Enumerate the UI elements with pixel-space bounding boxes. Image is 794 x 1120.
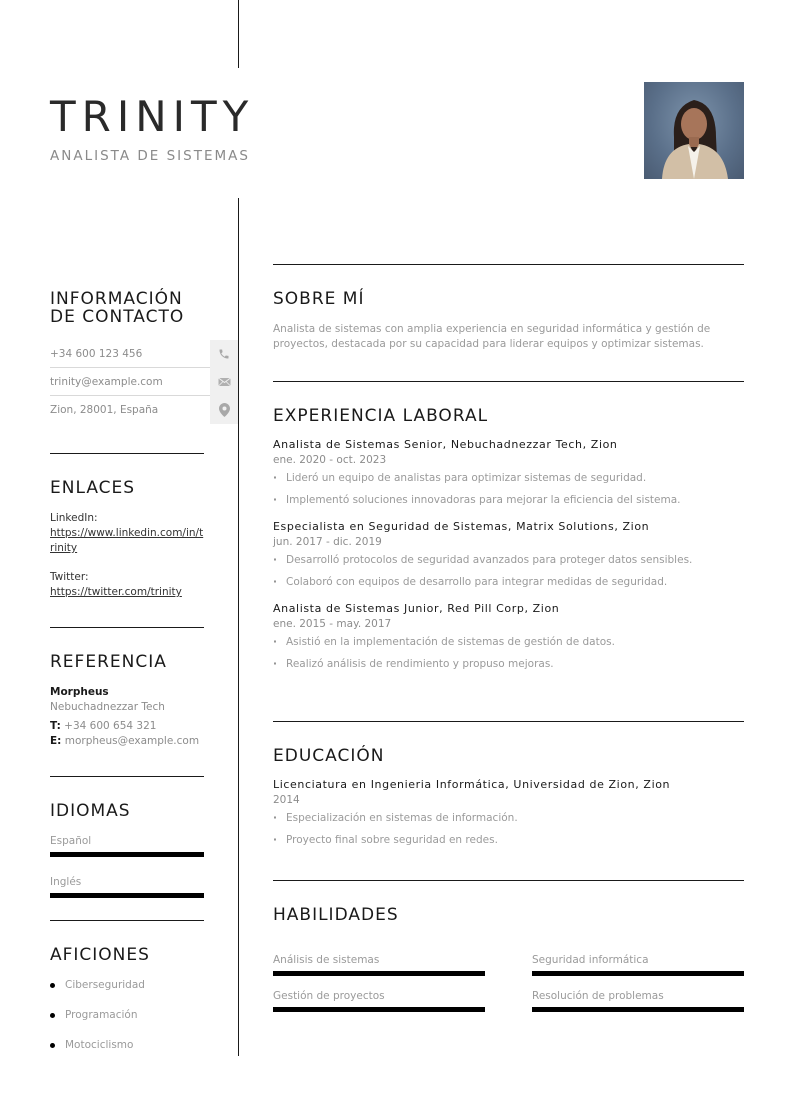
reference-heading: REFERENCIA <box>50 652 167 672</box>
job-title: Analista de Sistemas Junior, Red Pill Corp, Zion <box>273 602 560 615</box>
envelope-icon <box>210 368 238 396</box>
reference-section <box>50 653 204 749</box>
job-bullet: · Lideró un equipo de analistas para optimizar sistemas de seguridad. <box>273 471 744 485</box>
job-dates: ene. 2015 - may. 2017 <box>273 618 392 630</box>
job-bullet: · Colaboró con equipos de desarrollo para integrar medidas de seguridad. <box>273 575 744 589</box>
skill-item: Seguridad informática <box>532 953 744 976</box>
language-item: Español <box>50 834 204 857</box>
hobbies-section <box>50 946 204 1068</box>
email-text: trinity@example.com <box>50 376 163 388</box>
linkedin-link[interactable]: https://www.linkedin.com/in/trinity <box>50 527 204 554</box>
divider-vertical-main <box>238 198 239 1056</box>
job-entry <box>273 519 744 589</box>
contact-address <box>50 396 238 424</box>
job-entry <box>273 601 744 671</box>
education-section <box>273 747 744 847</box>
job-entry <box>273 437 744 507</box>
divider <box>273 880 744 881</box>
skills-section <box>273 906 744 924</box>
skill-level-bar <box>273 971 485 976</box>
reference-phone: T: +34 600 654 321 <box>50 720 157 732</box>
hobby-item: Ciberseguridad <box>50 978 204 1008</box>
reference-email: E: morpheus@example.com <box>50 735 200 747</box>
phone-icon <box>210 340 238 368</box>
divider <box>50 453 204 454</box>
job-title: Especialista en Seguridad de Sistemas, Matrix Solutions, Zion <box>273 520 650 533</box>
experience-section <box>273 407 744 671</box>
languages-heading: IDIOMAS <box>50 801 131 821</box>
divider <box>273 721 744 722</box>
education-heading: EDUCACIÓN <box>273 746 385 766</box>
candidate-title: ANALISTA DE SISTEMAS <box>50 148 250 164</box>
education-bullet: · Proyecto final sobre seguridad en redes. <box>273 833 744 847</box>
twitter-label: Twitter: <box>50 571 89 583</box>
skill-level-bar <box>532 971 744 976</box>
links-heading: ENLACES <box>50 478 136 498</box>
skill-level-bar <box>273 1007 485 1012</box>
divider-vertical-top <box>238 0 239 68</box>
divider <box>50 627 204 628</box>
degree-year: 2014 <box>273 794 300 806</box>
divider <box>273 264 744 265</box>
job-bullet: · Asistió en la implementación de sistemas de gestión de datos. <box>273 635 744 649</box>
candidate-name: TRINITY <box>50 92 255 141</box>
job-bullet: · Implementó soluciones innovadoras para mejorar la eficiencia del sistema. <box>273 493 744 507</box>
experience-heading: EXPERIENCIA LABORAL <box>273 406 489 426</box>
phone-text: +34 600 123 456 <box>50 348 143 360</box>
education-entry <box>273 777 744 847</box>
about-heading: SOBRE MÍ <box>273 289 365 309</box>
job-bullet: · Desarrolló protocolos de seguridad avanzados para proteger datos sensibles. <box>273 553 744 567</box>
link-twitter <box>50 570 204 600</box>
language-level-bar <box>50 852 204 857</box>
job-dates: jun. 2017 - dic. 2019 <box>273 536 382 548</box>
about-text: Analista de sistemas con amplia experiencia en seguridad informática y gestión de proyectos, destacada por su capacidad para liderar equipos y optimizar sistemas. <box>273 323 711 350</box>
contact-phone <box>50 340 238 368</box>
contact-heading: INFORMACIÓN DE CONTACTO <box>50 289 185 327</box>
contact-email <box>50 368 238 396</box>
education-bullet: · Especialización en sistemas de información. <box>273 811 744 825</box>
about-section <box>273 290 744 352</box>
skill-item: Resolución de problemas <box>532 989 744 1012</box>
address-text: Zion, 28001, España <box>50 404 159 416</box>
hobby-item: Motociclismo <box>50 1038 204 1068</box>
profile-photo <box>644 82 744 179</box>
divider <box>273 381 744 382</box>
skill-item: Gestión de proyectos <box>273 989 485 1012</box>
job-dates: ene. 2020 - oct. 2023 <box>273 454 387 466</box>
location-pin-icon <box>210 396 238 424</box>
hobby-item: Programación <box>50 1008 204 1038</box>
languages-section <box>50 802 204 898</box>
language-level-bar <box>50 893 204 898</box>
linkedin-label: LinkedIn: <box>50 512 98 524</box>
divider <box>50 776 204 777</box>
divider <box>50 920 204 921</box>
reference-company: Nebuchadnezzar Tech <box>50 701 165 713</box>
contact-list <box>50 340 238 424</box>
links-section <box>50 479 204 600</box>
job-title: Analista de Sistemas Senior, Nebuchadnezzar Tech, Zion <box>273 438 618 451</box>
skill-item: Análisis de sistemas <box>273 953 485 976</box>
skill-level-bar <box>532 1007 744 1012</box>
hobbies-heading: AFICIONES <box>50 945 150 965</box>
skills-heading: HABILIDADES <box>273 905 399 925</box>
degree-title: Licenciatura en Ingenieria Informática, Universidad de Zion, Zion <box>273 778 671 791</box>
job-bullet: · Realizó análisis de rendimiento y propuso mejoras. <box>273 657 744 671</box>
link-linkedin <box>50 511 204 556</box>
reference-name: Morpheus <box>50 686 109 698</box>
twitter-link[interactable]: https://twitter.com/trinity <box>50 586 182 598</box>
language-item: Inglés <box>50 875 204 898</box>
